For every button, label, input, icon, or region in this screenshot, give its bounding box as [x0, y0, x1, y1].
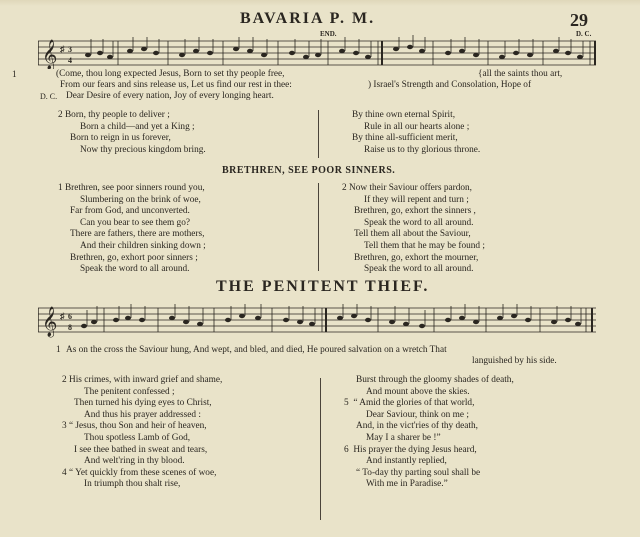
- verse-line: “ To-day thy parting soul shall be: [356, 467, 481, 478]
- verse-line: Born a child—and yet a King ;: [80, 121, 195, 132]
- verse-line: Tell them all about the Saviour,: [354, 229, 471, 240]
- music-staff-bavaria: [38, 35, 598, 69]
- lyric-line: From our fears and sins release us, Let us find our rest in thee:: [60, 80, 292, 90]
- svg-text:6: 6: [68, 312, 72, 321]
- verse-line: Far from God, and unconverted.: [70, 206, 190, 217]
- verse-line: Then turned his dying eyes to Christ,: [74, 398, 212, 409]
- verse-line: And thus his prayer addressed :: [84, 409, 201, 420]
- verse-number: 5: [344, 398, 349, 409]
- lyric-line: languished by his side.: [472, 356, 557, 366]
- verse-line: Slumbering on the brink of woe,: [80, 194, 201, 205]
- verse-line: Now their Saviour offers pardon,: [348, 183, 472, 193]
- verse-block: [344, 375, 514, 491]
- verse-number: 1: [56, 345, 61, 355]
- verse-line: “ Yet quickly from these scenes of woe,: [68, 467, 217, 478]
- verse-line: By thine own eternal Spirit,: [352, 110, 456, 120]
- column-divider: [318, 110, 319, 158]
- music-staff-penitent-thief: [38, 302, 598, 338]
- verse-line: If they will repent and turn ;: [364, 194, 469, 205]
- verse-line: His prayer the dying Jesus heard,: [353, 444, 477, 455]
- verse-line: May I a sharer be !”: [366, 432, 441, 443]
- page-number: 29: [570, 10, 588, 30]
- verse-number: 2: [342, 183, 347, 193]
- dc-mark: D. C.: [576, 30, 592, 38]
- verse-number: 2: [58, 110, 63, 120]
- verse-number: 4: [62, 467, 67, 478]
- lyric-line: ) Israel's Strength and Consolation, Hope of: [368, 80, 532, 90]
- verse-line: Burst through the gloomy shades of death,: [356, 375, 514, 385]
- verse-number: 2: [62, 375, 67, 385]
- verse-line: There are fathers, there are mothers,: [70, 229, 205, 240]
- verse-block: [58, 183, 206, 276]
- verse-line: I see thee bathed in sweat and tears,: [74, 444, 208, 455]
- hymn-title-penitent-thief: THE PENITENT THIEF.: [216, 278, 430, 295]
- dc-prefix: D. C.: [40, 92, 58, 101]
- page-edge-shadow: [0, 0, 640, 6]
- verse-line: And their children sinking down ;: [80, 240, 206, 251]
- verse-line: Brethren, go, exhort the sinners ,: [354, 206, 476, 217]
- svg-text:𝄞: 𝄞: [42, 40, 58, 69]
- verse-line: Raise us to thy glorious throne.: [364, 144, 481, 155]
- lyric-line: As on the cross the Saviour hung, And wept, and bled, and died, He poured salvation on a wretch That: [66, 345, 447, 355]
- hymn-subtitle: BRETHREN, SEE POOR SINNERS.: [222, 165, 396, 176]
- verse-block: [342, 183, 485, 276]
- verse-number: 1: [12, 70, 17, 80]
- verse-line: Brethren, go, exhort the mourner,: [354, 252, 479, 263]
- svg-text:4: 4: [68, 56, 72, 65]
- verse-line: Rule in all our hearts alone ;: [364, 121, 470, 132]
- verse-line: Dear Saviour, think on me ;: [366, 409, 469, 420]
- verse-number: 3: [62, 421, 67, 432]
- verse-line: With me in Paradise.”: [366, 479, 448, 490]
- verse-block: [58, 110, 206, 156]
- verse-line: Born to reign in us forever,: [70, 133, 171, 144]
- verse-line: And instantly replied,: [366, 456, 447, 467]
- verse-line: “ Amid the glories of that world,: [353, 398, 475, 409]
- verse-number: 1: [58, 183, 63, 193]
- column-divider: [320, 378, 321, 520]
- verse-line: And welt'ring in thy blood.: [84, 456, 185, 467]
- verse-line: Born, thy people to deliver ;: [64, 110, 170, 120]
- verse-line: Thou spotless Lamb of God,: [84, 432, 191, 443]
- lyric-line: {all the saints thou art,: [478, 69, 563, 79]
- column-divider: [318, 183, 319, 271]
- lyric-line: Dear Desire of every nation, Joy of every longing heart.: [66, 91, 274, 101]
- verse-line: The penitent confessed ;: [84, 386, 175, 397]
- svg-text:𝄞: 𝄞: [42, 307, 58, 337]
- svg-text:♯: ♯: [60, 44, 65, 54]
- verse-line: His crimes, with inward grief and shame,: [68, 375, 223, 385]
- verse-line: Speak the word to all around.: [80, 264, 190, 275]
- verse-line: “ Jesus, thou Son and heir of heaven,: [68, 421, 207, 432]
- verse-line: Can you bear to see them go?: [80, 217, 190, 228]
- svg-text:3: 3: [68, 45, 72, 54]
- verse-line: Tell them that he may be found ;: [364, 240, 485, 251]
- verse-number: 6: [344, 444, 349, 455]
- hymn-title-bavaria: BAVARIA P. M.: [240, 10, 376, 27]
- verse-line: By thine all-sufficient merit,: [352, 133, 458, 144]
- svg-text:♯: ♯: [60, 311, 65, 321]
- verse-block: [62, 375, 222, 491]
- verse-line: Speak the word to all around.: [364, 264, 474, 275]
- lyric-line: (Come, thou long expected Jesus, Born to set thy people free,: [56, 69, 285, 79]
- svg-text:8: 8: [68, 323, 72, 332]
- verse-line: Now thy precious kingdom bring.: [80, 144, 206, 155]
- verse-block: [352, 110, 480, 156]
- verse-line: Brethren, see poor sinners round you,: [64, 183, 205, 193]
- verse-line: Brethren, go, exhort poor sinners ;: [70, 252, 198, 263]
- verse-line: In triumph thou shalt rise,: [84, 479, 181, 490]
- verse-line: Speak the word to all around.: [364, 217, 474, 228]
- verse-line: And mount above the skies.: [366, 386, 470, 397]
- end-mark: END.: [320, 30, 337, 38]
- verse-line: And, in the vict'ries of thy death,: [356, 421, 478, 432]
